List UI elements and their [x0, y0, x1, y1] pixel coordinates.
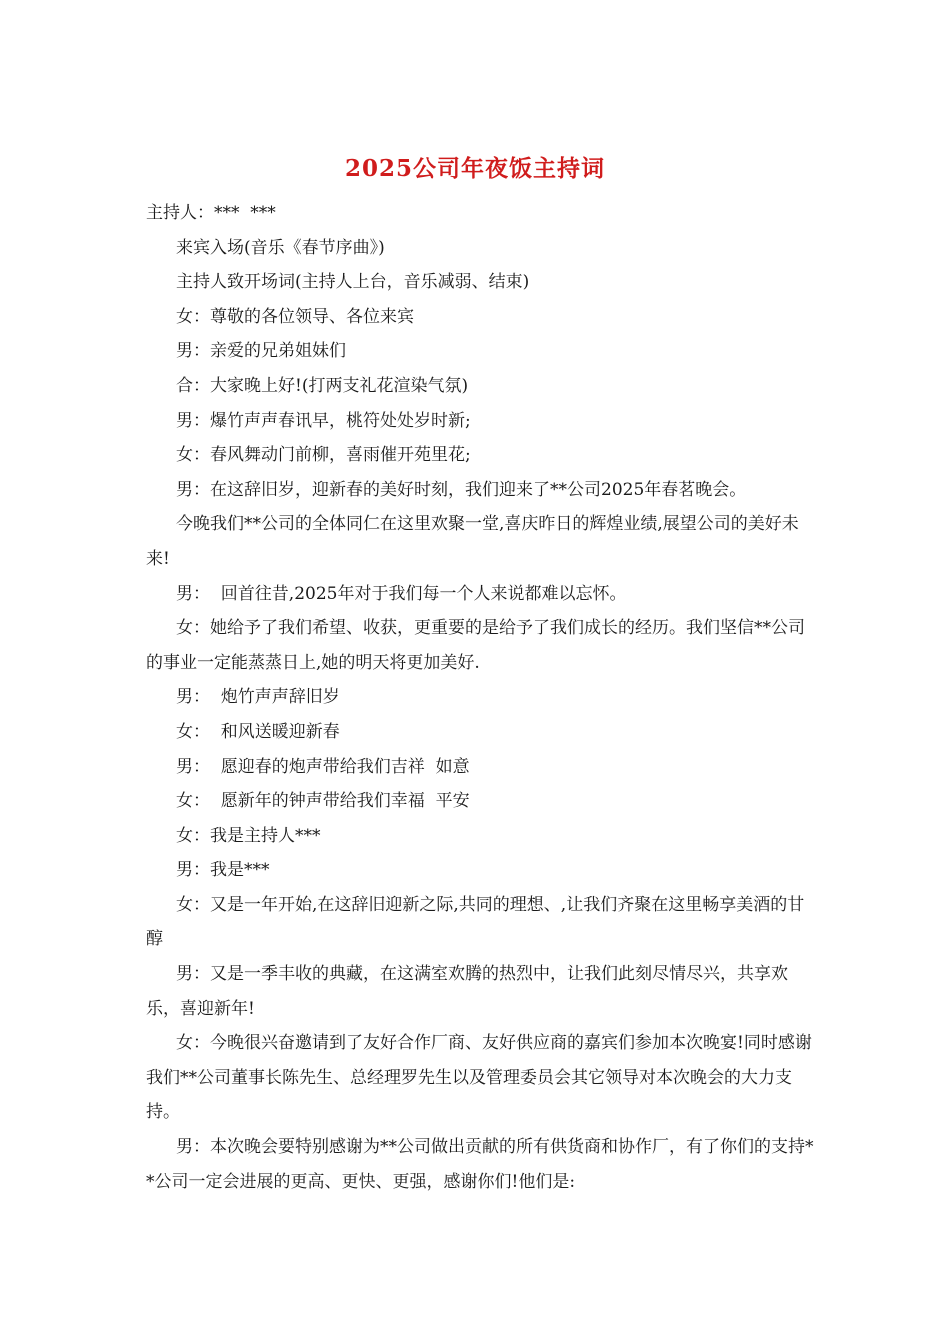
paragraph: 男： 炮竹声声辞旧岁	[176, 687, 340, 708]
paragraph: 女：尊敬的各位领导、各位来宾	[176, 306, 414, 327]
paragraph: 男： 回首往昔,2025年对于我们每一个人来说都难以忘怀。	[176, 583, 627, 604]
paragraph: 男：在这辞旧岁，迎新春的美好时刻，我们迎来了**公司2025年春茗晚会。	[176, 479, 747, 500]
paragraph: 女： 愿新年的钟声带给我们幸福 平安	[176, 791, 470, 812]
paragraph: 女：春风舞动门前柳，喜雨催开苑里花;	[176, 445, 471, 466]
paragraph: 女：她给予了我们希望、收获，更重要的是给予了我们成长的经历。我们坚信**公司的事业一定能蒸蒸日上,她的明天将更加美好.	[146, 618, 805, 673]
paragraph: 男：本次晚会要特别感谢为**公司做出贡献的所有供货商和协作厂，有了你们的支持**公司一定会进展的更高、更快、更强，感谢你们!他们是:	[146, 1137, 814, 1192]
paragraph: 女：我是主持人***	[176, 825, 321, 846]
paragraph: 今晚我们**公司的全体同仁在这里欢聚一堂,喜庆昨日的辉煌业绩,展望公司的美好未来!	[146, 514, 799, 569]
paragraph: 主持人：*** ***	[146, 203, 276, 223]
paragraph: 男：我是***	[176, 860, 270, 881]
paragraph: 主持人致开场词(主持人上台，音乐减弱、结束)	[176, 272, 530, 293]
paragraph: 女：今晚很兴奋邀请到了友好合作厂商、友好供应商的嘉宾们参加本次晚宴!同时感谢我们**公司董事长陈先生、总经理罗先生以及管理委员会其它领导对本次晚会的大力支持。	[146, 1033, 812, 1123]
document-body	[146, 196, 816, 1199]
paragraph: 男：爆竹声声春讯早，桃符处处岁时新;	[176, 410, 471, 431]
paragraph: 合：大家晚上好!(打两支礼花渲染气氛)	[176, 375, 469, 396]
paragraph: 男：亲爱的兄弟姐妹们	[176, 341, 346, 362]
paragraph: 来宾入场(音乐《春节序曲》)	[176, 237, 385, 258]
paragraph: 男： 愿迎春的炮声带给我们吉祥 如意	[176, 756, 470, 777]
paragraph: 女： 和风送暖迎新春	[176, 721, 340, 742]
document-title: 2025公司年夜饭主持词	[344, 155, 605, 182]
paragraph: 男：又是一季丰收的典藏，在这满室欢腾的热烈中，让我们此刻尽情尽兴，共享欢乐，喜迎新年!	[146, 964, 788, 1019]
paragraph: 女：又是一年开始,在这辞旧迎新之际,共同的理想、,让我们齐聚在这里畅享美酒的甘醇	[146, 894, 805, 950]
